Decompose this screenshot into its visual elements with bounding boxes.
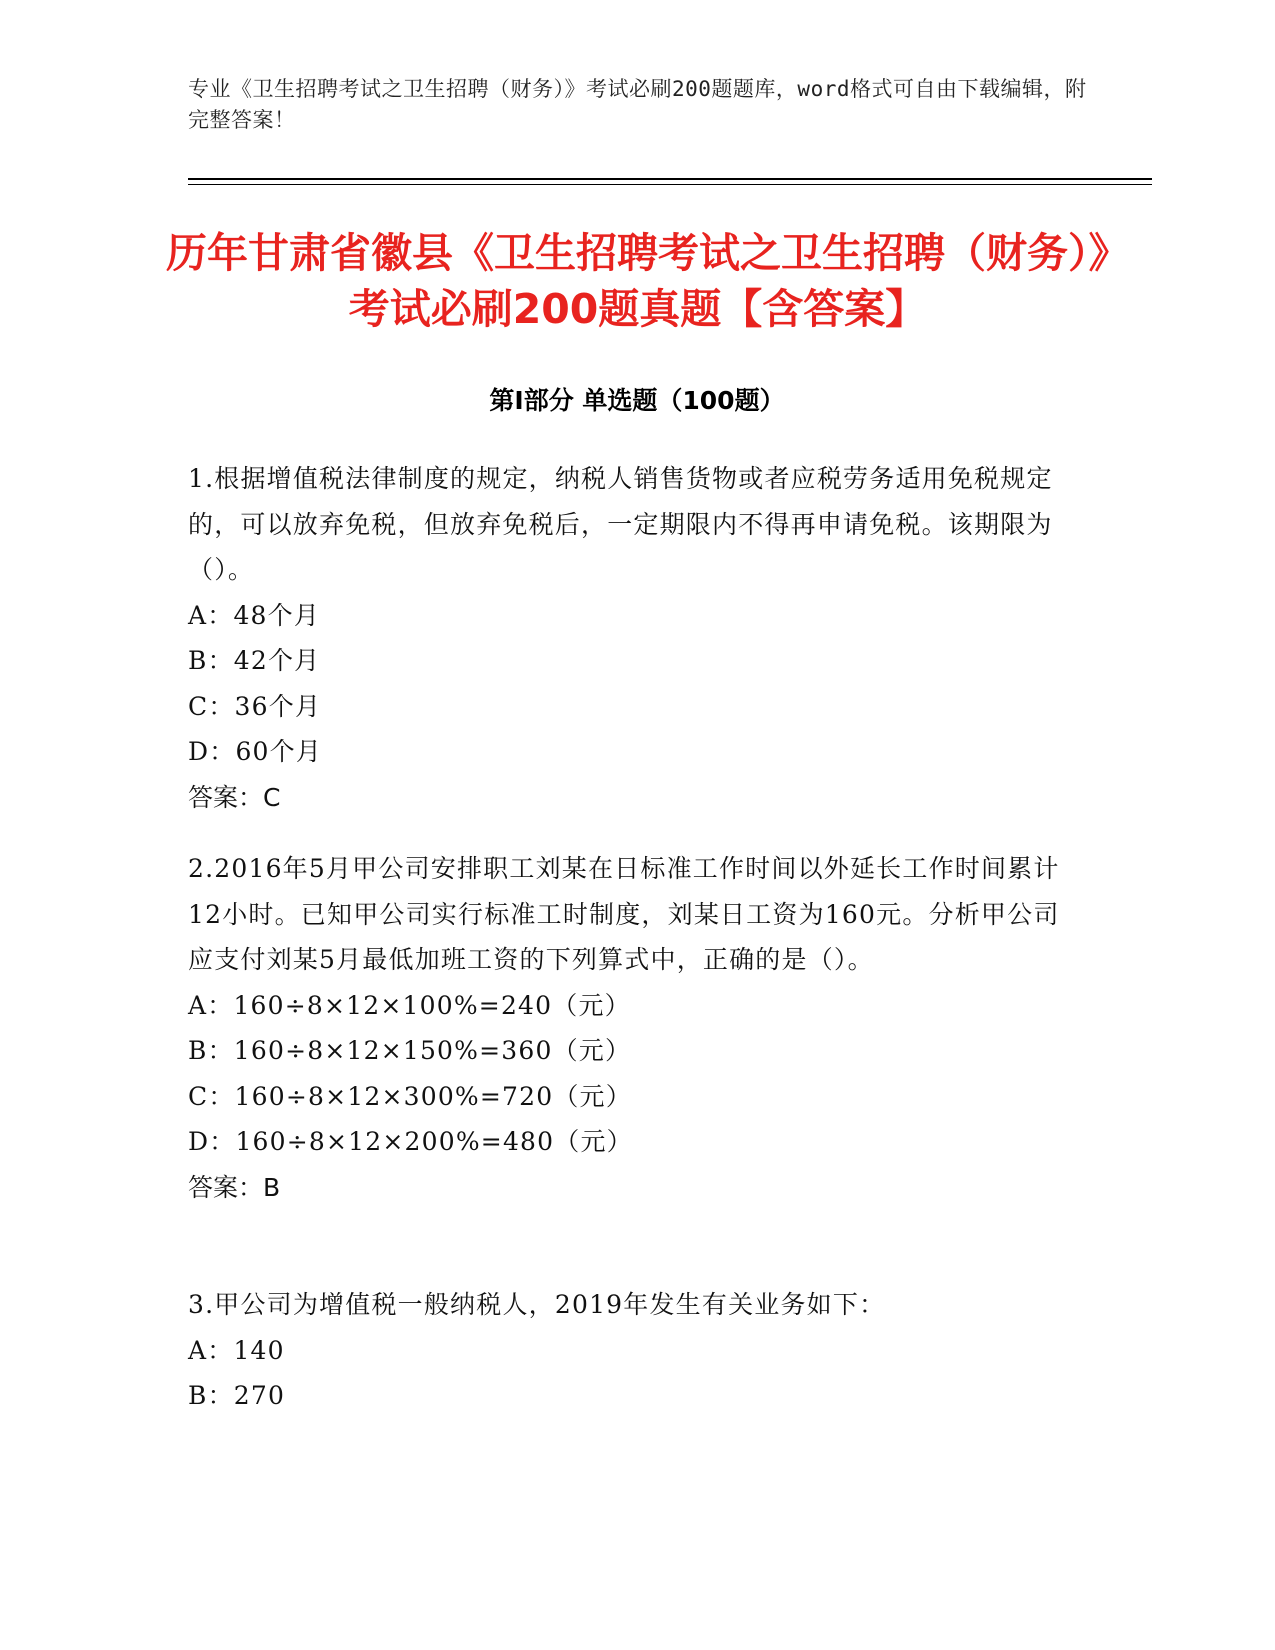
question-2 [188,846,1078,1210]
question-stem: 3.甲公司为增值税一般纳税人，2019年发生有关业务如下： [188,1290,886,1319]
option-d: D：60个月 [188,737,323,766]
question-stem: 1.根据增值税法律制度的规定，纳税人销售货物或者应税劳务适用免税规定的，可以放弃免税，但放弃免税后，一定期限内不得再申请免税。该期限为（）。 [188,464,1053,584]
option-b: B：42个月 [188,646,321,675]
question-1 [188,456,1078,820]
answer-line: 答案：B [188,1172,281,1202]
header-divider-thick [188,178,1152,180]
answer-line: 答案：C [188,782,281,812]
option-c: C：36个月 [188,691,322,721]
question-stem: 2.2016年5月甲公司安排职工刘某在日标准工作时间以外延长工作时间累计12小时。已知甲公司实行标准工时制度，刘某日工资为160元。分析甲公司应支付刘某5月最低加班工资的下列算式中，正确的是（）。 [188,854,1060,974]
option-a: A：160÷8×12×100%=240（元） [188,990,631,1020]
option-c: C：160÷8×12×300%=720（元） [188,1081,632,1111]
option-b: B：270 [188,1381,286,1410]
header-note: 专业《卫生招聘考试之卫生招聘（财务）》考试必刷200题题库，word格式可自由下载编辑，附完整答案！ [188,77,1087,132]
header-divider-thin [188,184,1152,185]
option-a: A：48个月 [188,600,321,630]
document-title: 历年甘肃省徽县《卫生招聘考试之卫生招聘（财务）》考试必刷200题真题【含答案】 [166,229,1109,333]
option-b: B：160÷8×12×150%=360（元） [188,1036,632,1065]
question-3 [188,1282,1078,1419]
option-d: D：160÷8×12×200%=480（元） [188,1127,633,1156]
option-a: A：140 [188,1335,285,1365]
section-title: 第Ⅰ部分 单选题（100题） [489,386,785,415]
